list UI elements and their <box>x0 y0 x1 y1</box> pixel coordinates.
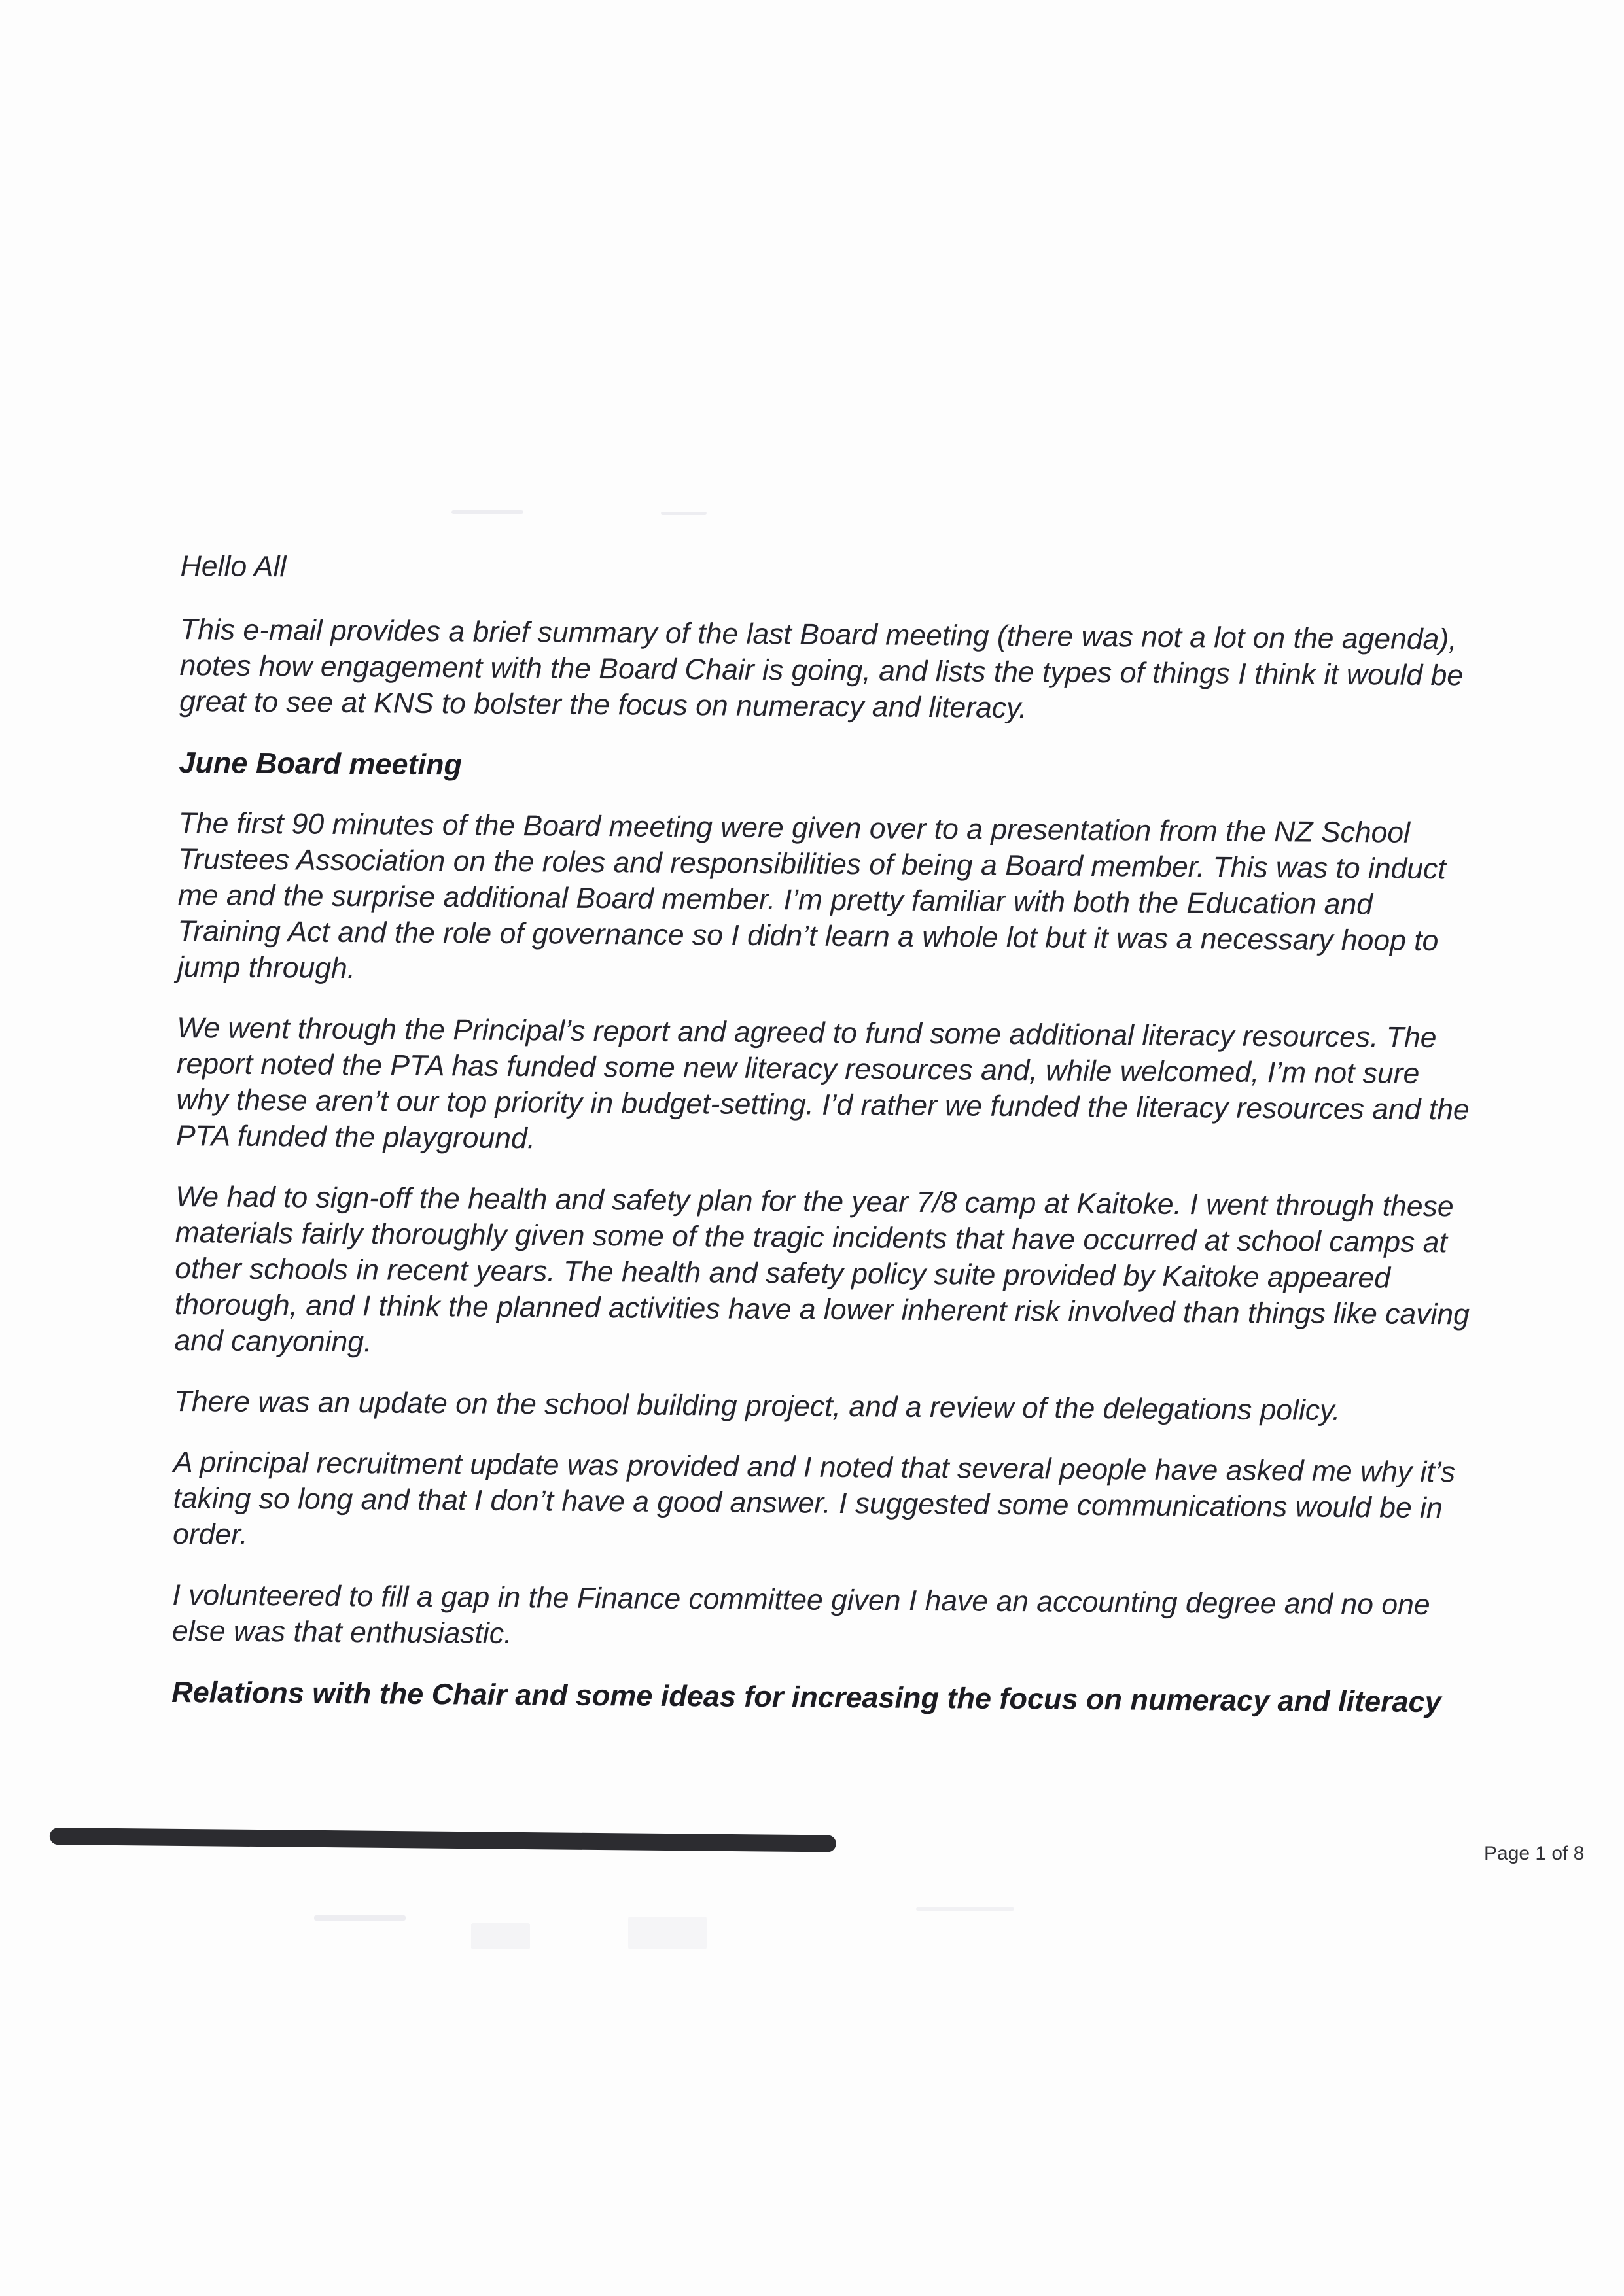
scan-artifact <box>471 1923 530 1949</box>
scan-artifact <box>916 1907 1014 1911</box>
scan-artifact <box>314 1915 406 1921</box>
section-heading-relations-with-chair: Relations with the Chair and some ideas for increasing the focus on numeracy and literacy <box>171 1675 1441 1719</box>
scan-artifact <box>628 1917 707 1949</box>
email-body <box>171 548 1476 1745</box>
paragraph-recruitment: A principal recruitment update was provided and I noted that several people have asked me why it’s taking so long and that I don’t have a good answer. I suggested some communications would be in order. <box>172 1446 1456 1551</box>
paragraph-camp-safety: We had to sign-off the health and safety plan for the year 7/8 camp at Kaitoke. I went through these materials fairly thoroughly given some of the tragic incidents that have occurred at school camps at other schools in recent years. The health and safety policy suite provided by Kaitoke appeared thorough, and I think the planned activities have a lower inherent risk involved than things like caving and canyoning. <box>174 1180 1470 1359</box>
paragraph-induction: The first 90 minutes of the Board meeting were given over to a presentation from the NZ School Trustees Association on the roles and responsibilities of being a Board member. This was to induct me and the surprise additional Board member. I’m pretty familiar with both the Education and Training Act and the role of governance so I didn’t learn a whole lot but it was a necessary hoop to jump through. <box>177 807 1446 985</box>
paragraph-finance-committee: I volunteered to fill a gap in the Finance committee given I have an accounting degree and no one else was that enthusiastic. <box>171 1578 1430 1650</box>
page-number: Page 1 of 8 <box>1484 1843 1585 1864</box>
scan-artifact <box>661 512 707 515</box>
scan-artifact <box>451 510 523 514</box>
intro-paragraph: This e-mail provides a brief summary of the last Board meeting (there was not a lot on the agenda), notes how engagement with the Board Chair is going, and lists the types of things I think it would be great to see at KNS to bolster the focus on numeracy and literacy. <box>179 613 1464 725</box>
greeting: Hello All <box>180 549 287 583</box>
redacted-url-bar <box>50 1828 836 1852</box>
paragraph-principal-report: We went through the Principal’s report and agreed to fund some additional literacy resources. The report noted the PTA has funded some new literacy resources and, while welcomed, I’m not sure why these aren’t our top priority in budget-setting. I’d rather we funded the literacy resources and the PTA funded the playground. <box>175 1011 1470 1155</box>
section-heading-june-board-meeting: June Board meeting <box>179 745 463 782</box>
paragraph-building-update: There was an update on the school building project, and a review of the delegations policy. <box>173 1385 1341 1427</box>
